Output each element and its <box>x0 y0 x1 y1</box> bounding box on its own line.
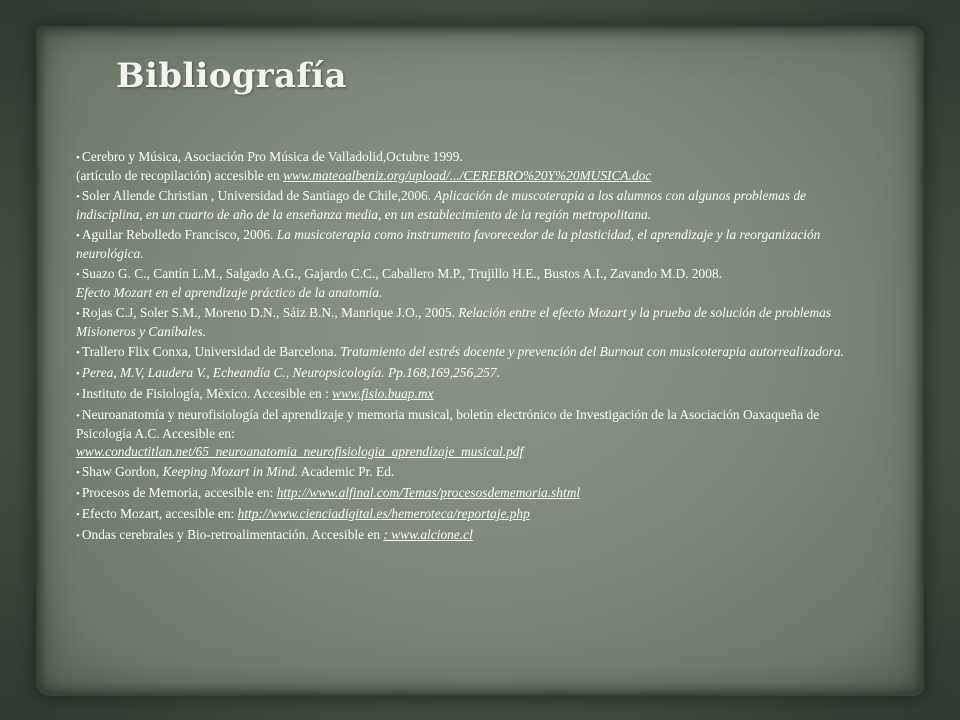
ref-link[interactable]: www.mateoalbeniz.org/upload/.../CEREBRO%20Y%20MUSICA.doc <box>283 168 652 183</box>
ref-text: Neuroanatomía y neurofisiología del aprendizaje y memoria musical, boletín electrónico de Investigación de la Asociación Oaxaqueña de Psicología A.C. Accesible en: <box>76 407 820 441</box>
bullet-icon: • <box>76 530 80 542</box>
ref-link[interactable]: www.fisio.buap.mx <box>332 386 434 401</box>
ref-italic: Aplicación de muscoterapia a los alumnos con algunos problemas de indisciplina, en un cuarto de año de la enseñanza media, en un establecimiento de la región metropolitana. <box>76 188 806 222</box>
list-item <box>76 385 866 404</box>
ref-text: (artículo de recopilación) accesible en <box>76 168 284 183</box>
ref-italic: Efecto Mozart en el aprendizaje práctico de la anatomía. <box>76 285 383 300</box>
bullet-icon: • <box>76 467 80 479</box>
ref-text: Rojas C.J, Soler S.M., Moreno D.N., Sáiz B.N., Manrique J.O., 2005. <box>81 305 459 320</box>
list-item <box>76 265 866 302</box>
list-item <box>76 463 866 482</box>
ref-text: Cerebro y Música, Asociación Pro Música de Valladolid,Octubre 1999. <box>81 149 463 164</box>
ref-text: Instituto de Fisiología, Mèxico. Accesible en : <box>81 386 333 401</box>
ref-text: Academic Pr. Ed. <box>297 464 395 479</box>
ref-text: Ondas cerebrales y Bio-retroalimentación. Accesible en <box>81 527 384 542</box>
bullet-icon: • <box>76 152 80 164</box>
ref-link[interactable]: http://www.alfinal.com/Temas/procesosdememoria.shtml <box>276 485 581 500</box>
ref-link[interactable]: http://www.cienciadigital.es/hemeroteca/reportaje.php <box>237 506 530 521</box>
list-item <box>76 148 866 185</box>
ref-italic: , Keeping Mozart in Mind. <box>155 464 298 479</box>
bibliography-list <box>76 148 866 547</box>
bullet-icon: • <box>76 347 80 359</box>
list-item <box>76 343 866 362</box>
list-item <box>76 364 866 383</box>
ref-italic: Relación entre el efecto Mozart y la prueba de solución de problemas Misioneros y Caníbales. <box>76 305 832 339</box>
ref-text: Shaw Gordon <box>81 464 156 479</box>
ref-link[interactable]: : www.alcione.cl <box>383 527 473 542</box>
ref-text: Suazo G. C., Cantín L.M., Salgado A.G., Gajardo C.C., Caballero M.P., Trujillo H.E., Bustos A.I., Zavando M.D. 2008. <box>81 266 722 281</box>
bullet-icon: • <box>76 308 80 320</box>
slide-title: Bibliografía <box>116 56 347 96</box>
bullet-icon: • <box>76 389 80 401</box>
bullet-icon: • <box>76 269 80 281</box>
ref-text: Aguilar Rebolledo Francisco, 2006. <box>81 227 277 242</box>
bullet-icon: • <box>76 230 80 242</box>
ref-link[interactable]: www.conductitlan.net/65_neuroanatomia_neurofisiologia_aprendizaje_musical.pdf <box>76 444 524 459</box>
bullet-icon: • <box>76 488 80 500</box>
list-item <box>76 304 866 341</box>
list-item <box>76 526 866 545</box>
list-item <box>76 505 866 524</box>
list-item <box>76 187 866 224</box>
ref-text: Soler Allende Christian , Universidad de Santiago de Chile,2006. <box>81 188 432 203</box>
bullet-icon: • <box>76 368 80 380</box>
ref-italic: La musicoterapia como instrumento favorecedor de la plasticidad, el aprendizaje y la reorganización neurológica. <box>76 227 821 261</box>
bullet-icon: • <box>76 410 80 422</box>
ref-text: Procesos de Memoria, accesible en: <box>81 485 277 500</box>
ref-text: Efecto Mozart, accesible en: <box>81 506 238 521</box>
ref-italic: Tratamiento del estrés docente y prevención del Burnout con musicoterapia autorrealizadora. <box>340 344 844 359</box>
list-item <box>76 226 866 263</box>
ref-italic: Perea, M.V, Laudera V., Echeandía C., Neuropsicología. Pp.168,169,256,257. <box>81 365 500 380</box>
list-item <box>76 406 866 461</box>
bullet-icon: • <box>76 191 80 203</box>
bullet-icon: • <box>76 509 80 521</box>
ref-text: Trallero Flix Conxa, Universidad de Barcelona. <box>81 344 341 359</box>
list-item <box>76 484 866 503</box>
